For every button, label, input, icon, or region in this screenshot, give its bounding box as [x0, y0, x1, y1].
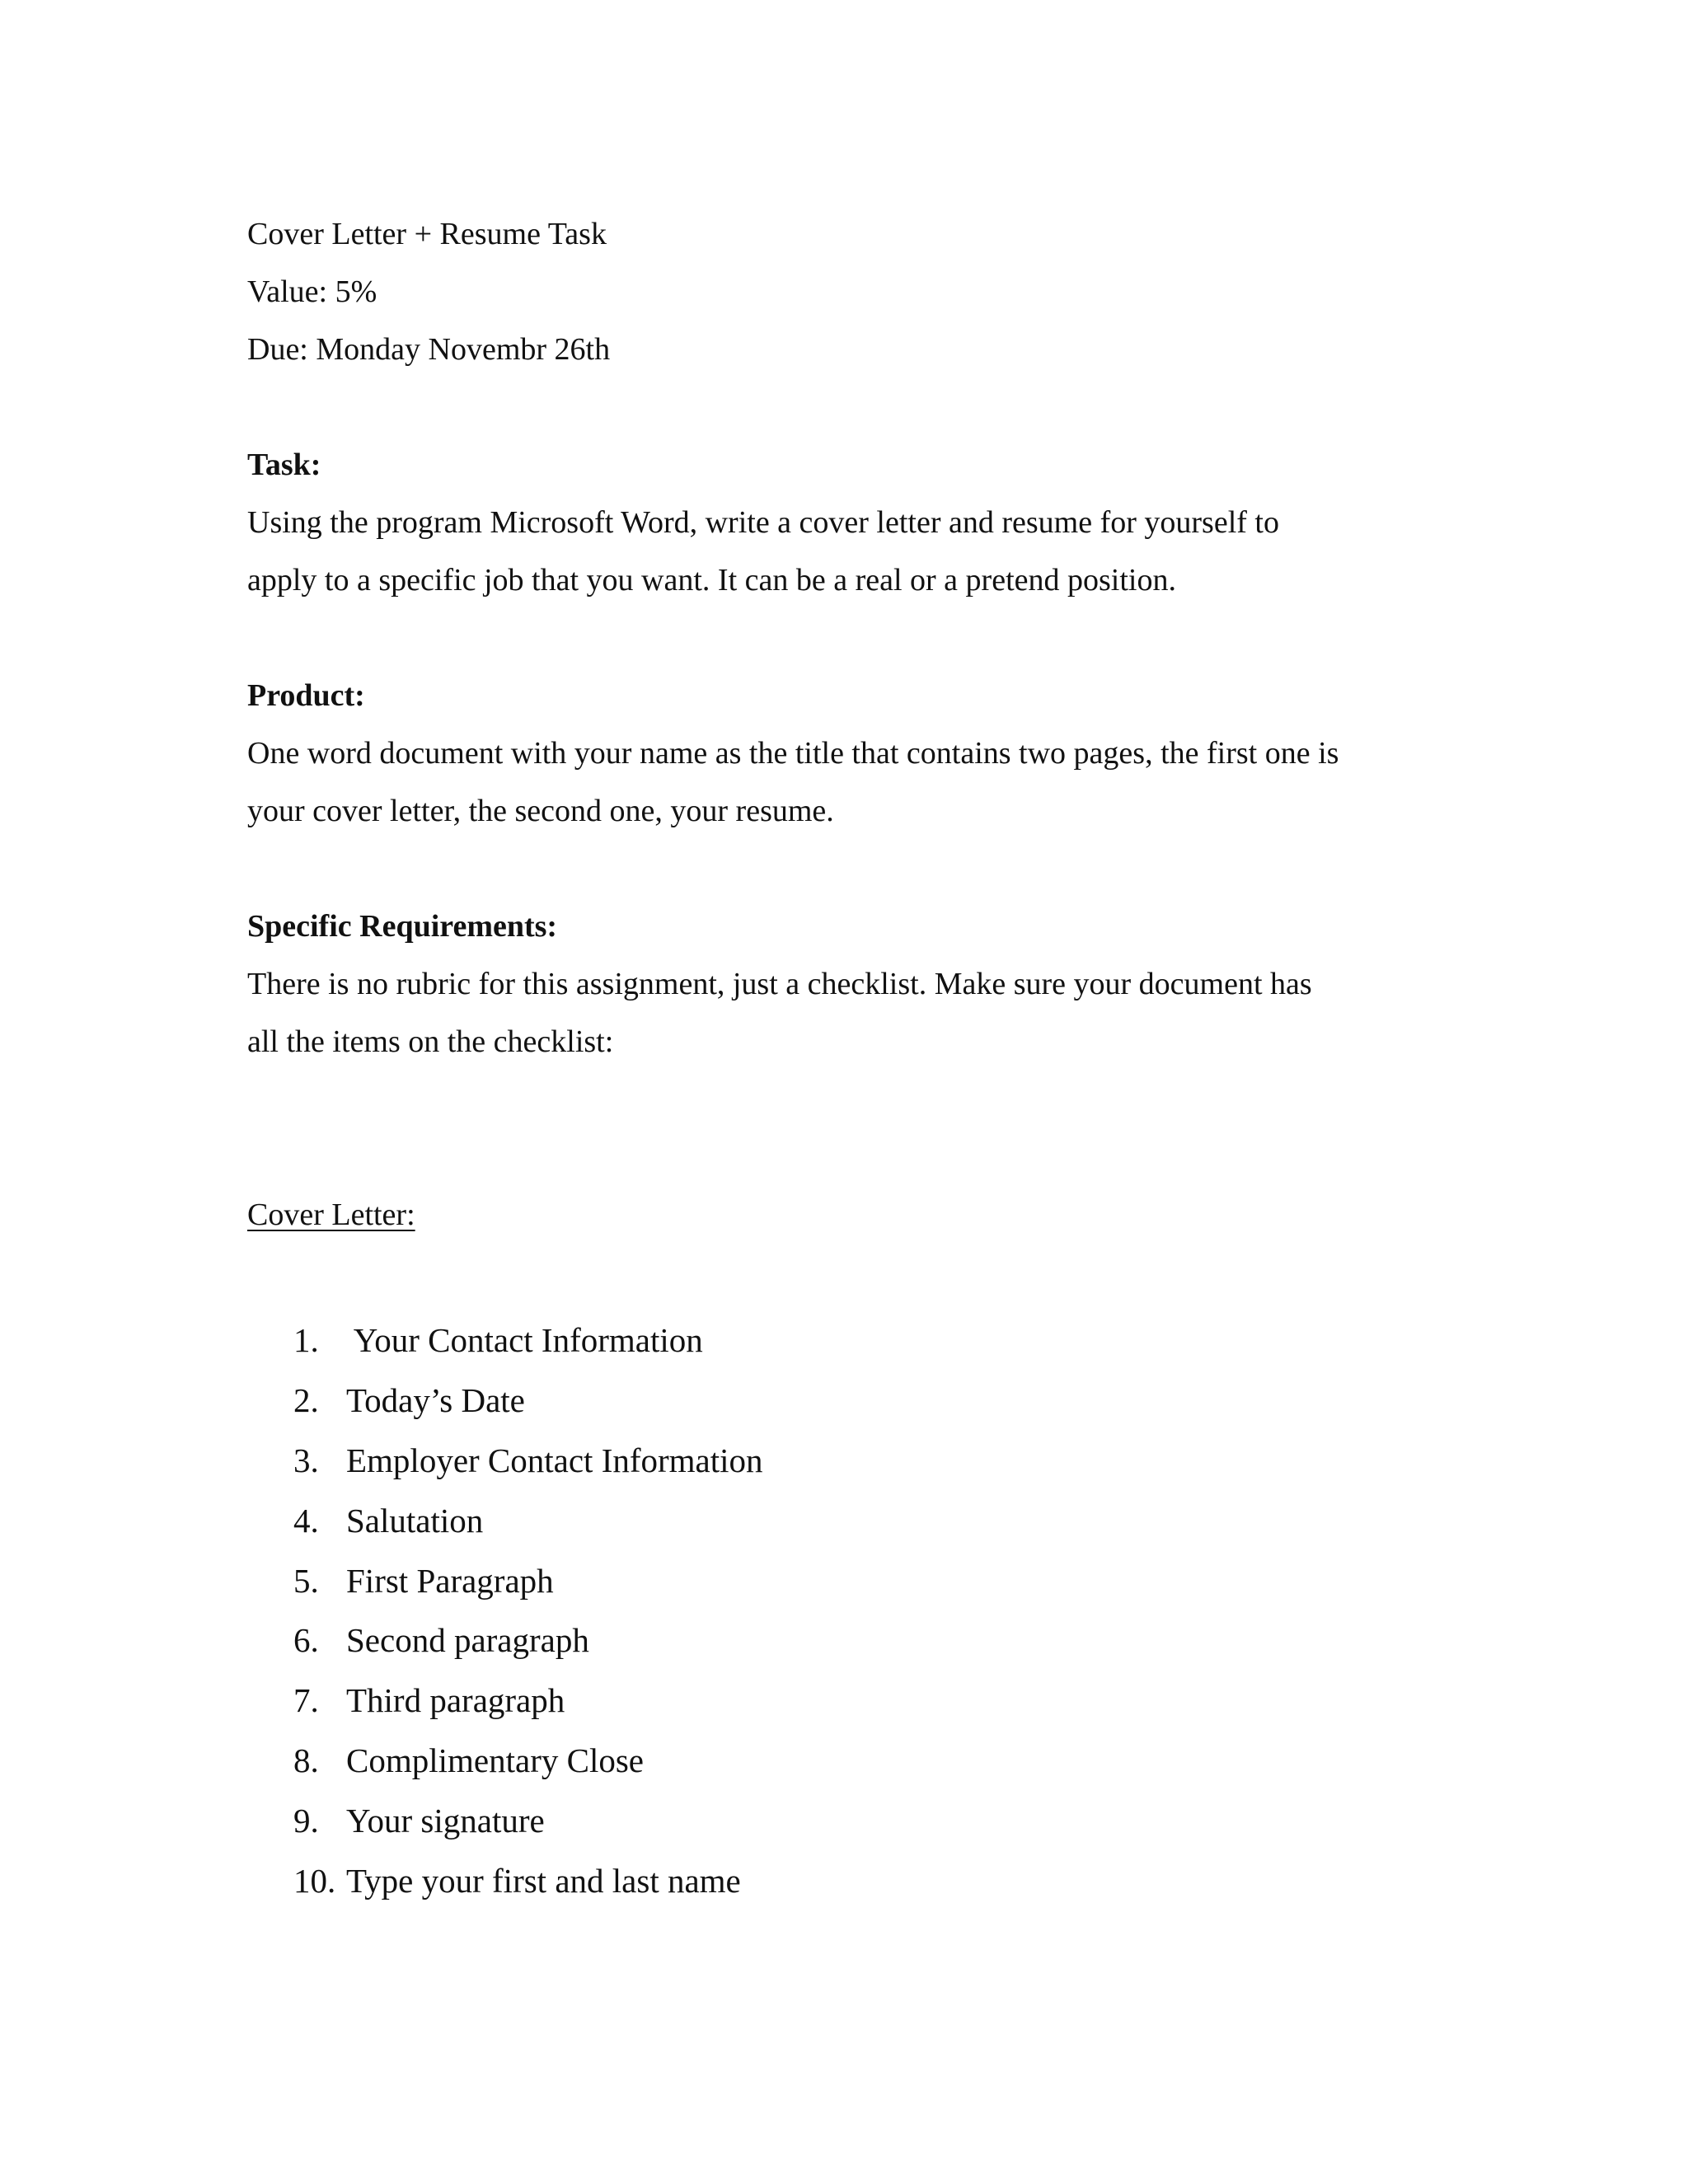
list-item-number: 9. [293, 1802, 319, 1840]
due-line: Due: Monday Novembr 26th [247, 332, 611, 367]
product-heading: Product: [247, 678, 365, 713]
list-item-number: 2. [293, 1380, 319, 1419]
list-item [293, 1551, 763, 1611]
list-item-label: Third paragraph [346, 1681, 565, 1720]
list-item-number: 5. [293, 1561, 319, 1600]
list-item-label: Complimentary Close [346, 1741, 644, 1780]
cover-letter-checklist [293, 1310, 763, 1911]
list-item [293, 1731, 763, 1791]
requirements-text-line-2: all the items on the checklist: [247, 1024, 614, 1059]
list-item [293, 1491, 763, 1551]
list-item-number: 10. [293, 1862, 336, 1900]
requirements-heading: Specific Requirements: [247, 909, 558, 944]
list-item-number: 1. [293, 1321, 319, 1359]
list-item [293, 1851, 763, 1911]
list-item-number: 8. [293, 1741, 319, 1780]
list-item [293, 1371, 763, 1431]
list-item-label: Your Contact Information [346, 1321, 703, 1359]
list-item-label: Salutation [346, 1501, 484, 1540]
product-text-line-1: One word document with your name as the title that contains two pages, the first one is [247, 736, 1339, 771]
cover-letter-heading: Cover Letter: [247, 1197, 415, 1232]
requirements-text-line-1: There is no rubric for this assignment, just a checklist. Make sure your document has [247, 967, 1312, 1001]
document-title: Cover Letter + Resume Task [247, 217, 607, 251]
list-item-label: Today’s Date [346, 1380, 525, 1419]
list-item [293, 1610, 763, 1671]
list-item-number: 4. [293, 1501, 319, 1540]
list-item-number: 6. [293, 1621, 319, 1660]
list-item-label: First Paragraph [346, 1561, 554, 1600]
task-text-line-2: apply to a specific job that you want. It can be a real or a pretend position. [247, 563, 1176, 598]
list-item [293, 1671, 763, 1731]
product-text-line-2: your cover letter, the second one, your resume. [247, 794, 834, 828]
task-heading: Task: [247, 448, 321, 482]
list-item-number: 7. [293, 1681, 319, 1720]
list-item [293, 1791, 763, 1851]
list-item-label: Your signature [346, 1802, 545, 1840]
task-text-line-1: Using the program Microsoft Word, write a cover letter and resume for yourself to [247, 505, 1279, 540]
list-item-number: 3. [293, 1441, 319, 1479]
list-item-label: Second paragraph [346, 1621, 589, 1660]
list-item-label: Type your first and last name [346, 1862, 741, 1900]
list-item [293, 1310, 763, 1371]
value-line: Value: 5% [247, 274, 377, 309]
list-item [293, 1431, 763, 1491]
list-item-label: Employer Contact Information [346, 1441, 763, 1479]
